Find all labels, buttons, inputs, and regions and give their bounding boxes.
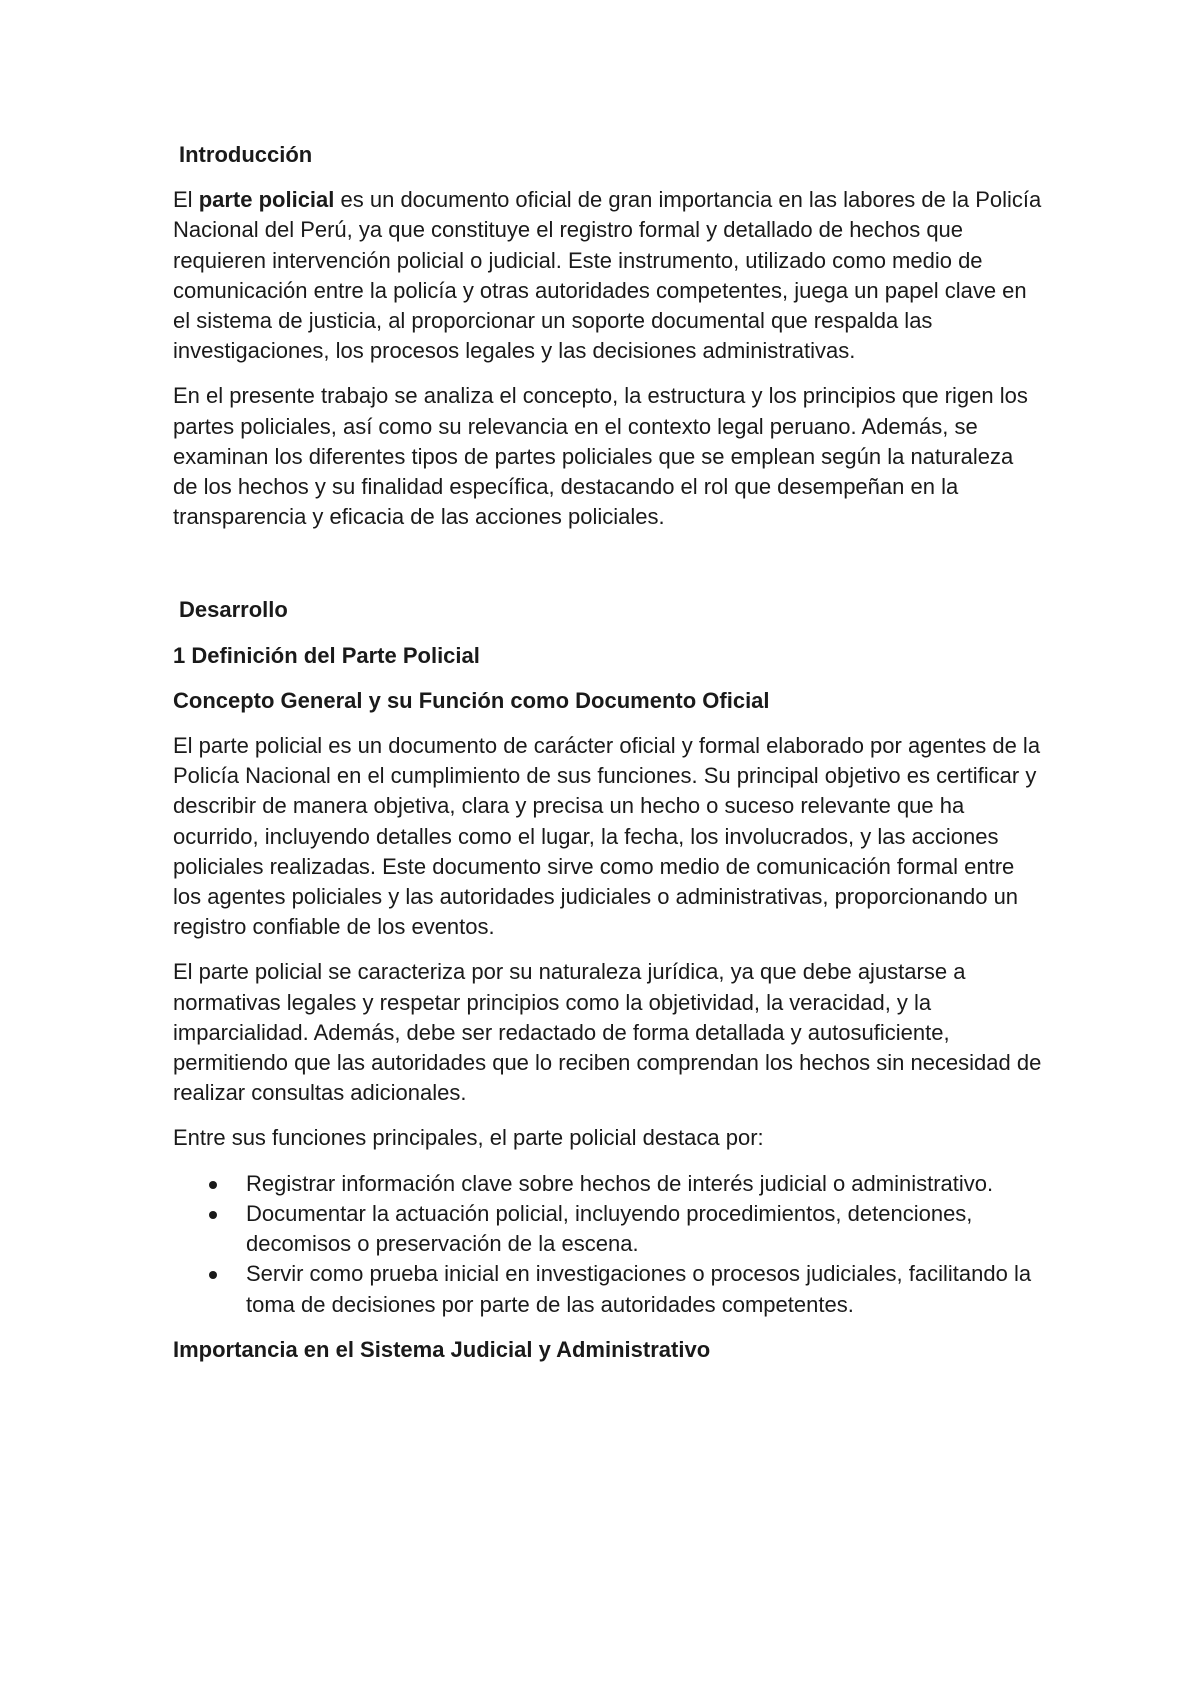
- list-item: [173, 1259, 1043, 1319]
- desarrollo-heading: Desarrollo: [179, 597, 288, 623]
- bullet-icon: [209, 1271, 217, 1279]
- section-1-title: 1 Definición del Parte Policial: [173, 642, 480, 668]
- desarrollo-paragraph-1: El parte policial es un documento de carácter oficial y formal elaborado por agentes de la Policía Nacional en el cumplimiento de sus funciones. Su principal objetivo es certificar y describir de manera objetiva, clara y precisa un hecho o suceso relevante que ha ocurrido, incluyendo detalles como el lugar, la fecha, los involucrados, y las acciones policiales realizadas. Este documento sirve como medio de comunicación formal entre los agentes policiales y las autoridades judiciales o administrativas, proporcionando un registro confiable de los eventos.: [173, 733, 1041, 940]
- document-page: [173, 140, 1043, 1380]
- desarrollo-paragraph-3: Entre sus funciones principales, el parte policial destaca por:: [173, 1125, 764, 1151]
- introduccion-heading: Introducción: [179, 142, 313, 167]
- section-spacer: [173, 547, 1043, 595]
- subsection-concepto-general-title: Concepto General y su Función como Documento Oficial: [173, 687, 770, 713]
- bullet-text: Documentar la actuación policial, incluyendo procedimientos, detenciones, decomisos o preservación de la escena.: [246, 1200, 973, 1257]
- bullet-icon: [209, 1181, 217, 1189]
- bullet-text: Registrar información clave sobre hechos de interés judicial o administrativo.: [246, 1170, 994, 1196]
- intro-p1-prefix: El: [173, 187, 199, 213]
- introduccion-paragraph-2: En el presente trabajo se analiza el concepto, la estructura y los principios que rigen los partes policiales, así como su relevancia en el contexto legal peruano. Además, se examinan los diferentes tipos de partes policiales que se emplean según la naturaleza de los hechos y su finalidad específica, destacando el rol que desempeñan en la transparencia y eficacia de las acciones policiales.: [173, 383, 1028, 530]
- list-item: [173, 1169, 1043, 1199]
- bullet-icon: [209, 1211, 217, 1219]
- introduccion-paragraph-1: [173, 185, 1043, 366]
- bullet-text: Servir como prueba inicial en investigaciones o procesos judiciales, facilitando la toma de decisiones por parte de las autoridades competentes.: [246, 1261, 1032, 1317]
- funciones-bullet-list: [173, 1169, 1043, 1320]
- list-item: [173, 1199, 1043, 1259]
- intro-p1-bold-term: parte policial: [198, 187, 335, 213]
- desarrollo-paragraph-2: El parte policial se caracteriza por su naturaleza jurídica, ya que debe ajustarse a normativas legales y respetar principios como la objetividad, la veracidad, y la imparcialidad. Además, debe ser redactado de forma detallada y autosuficiente, permitiendo que las autoridades que lo reciben comprendan los hechos sin necesidad de realizar consultas adicionales.: [173, 959, 1042, 1106]
- intro-p1-rest: es un documento oficial de gran importancia en las labores de la Policía Nacional del Perú, ya que constituye el registro formal y detallado de hechos que requieren intervención policial o judicial. Este instrumento, utilizado como medio de comunicación entre la policía y otras autoridades competentes, juega un papel clave en el sistema de justicia, al proporcionar un soporte documental que respalda las investigaciones, los procesos legales y las decisiones administrativas.: [173, 187, 1042, 364]
- subsection-importancia-title: Importancia en el Sistema Judicial y Administrativo: [173, 1336, 711, 1362]
